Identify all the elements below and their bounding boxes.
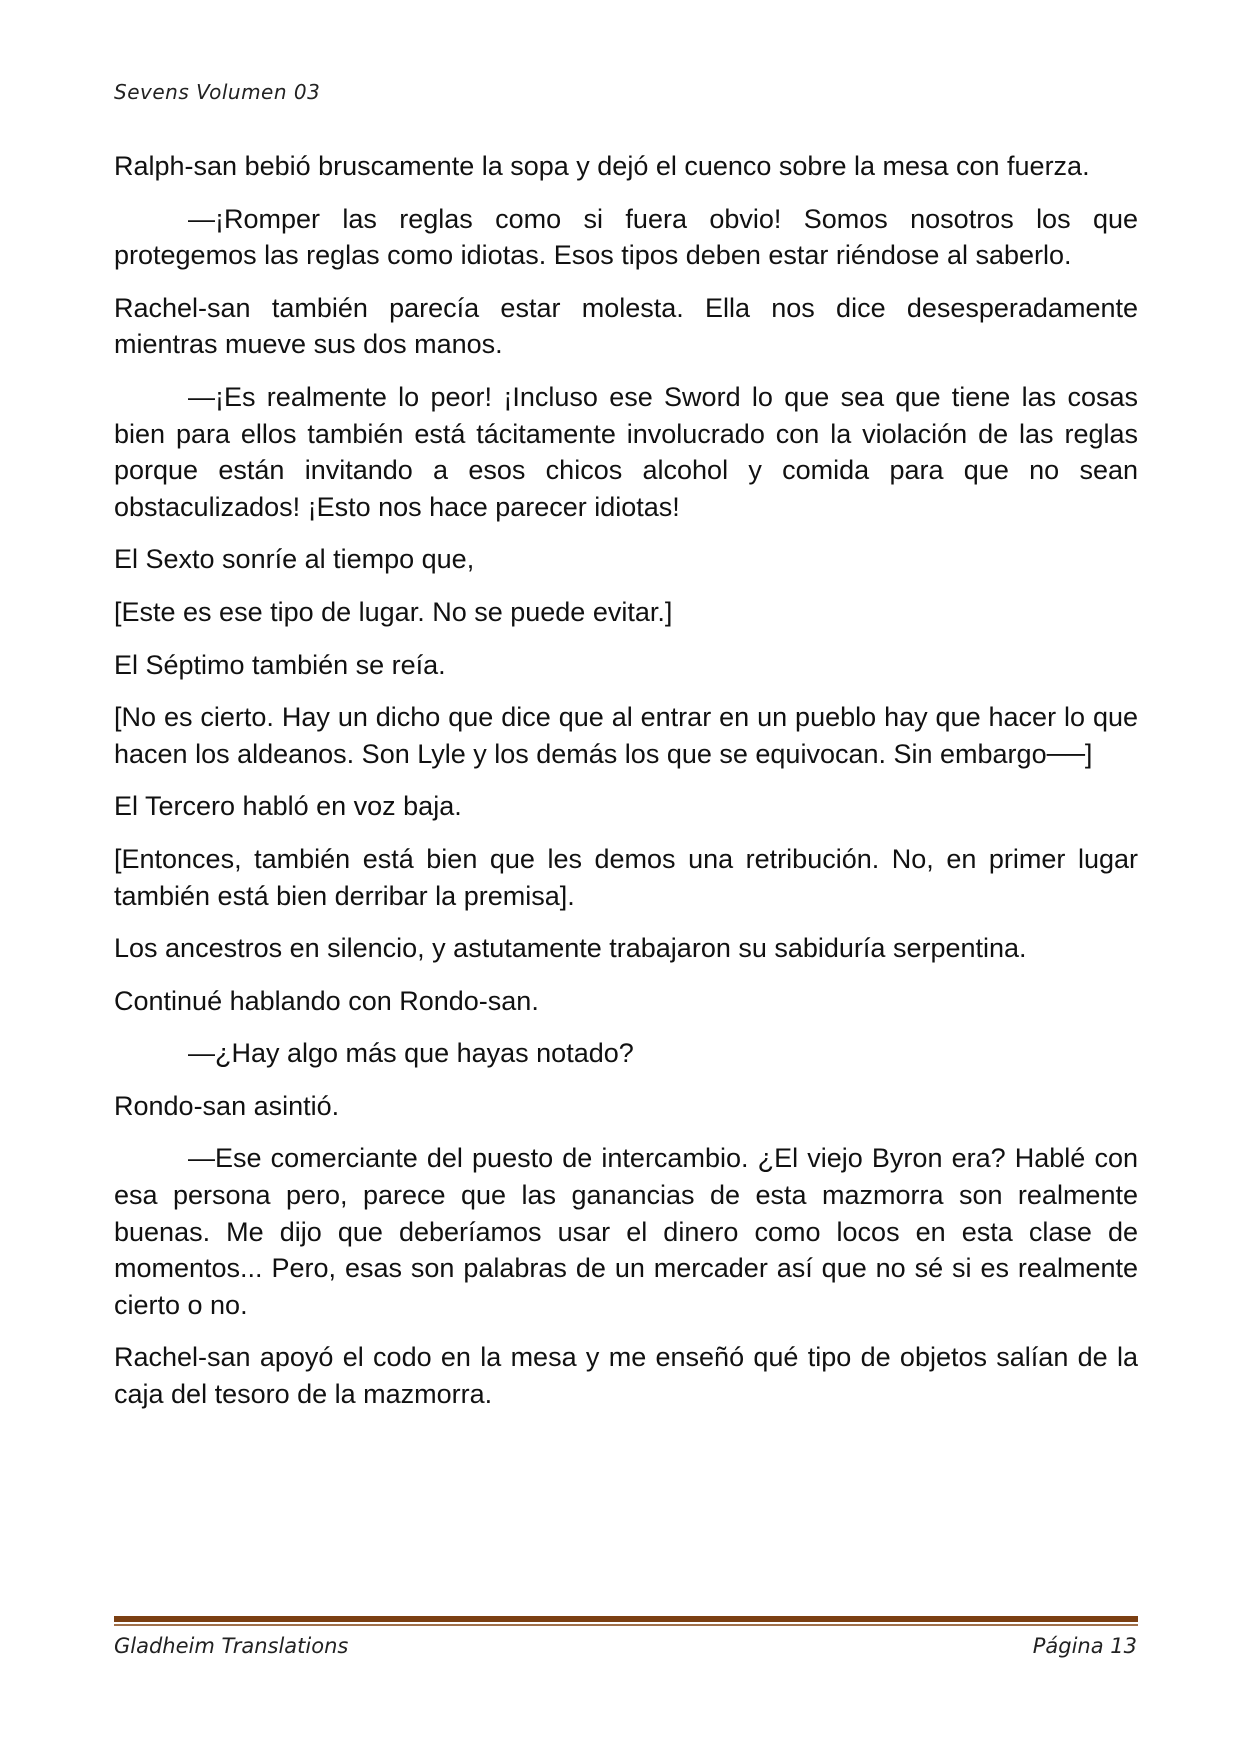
paragraph: El Tercero habló en voz baja.: [114, 791, 462, 822]
footer-rule: [114, 1616, 1138, 1622]
running-header: Sevens Volumen 03: [114, 80, 321, 104]
page-number: Página 13: [1032, 1634, 1137, 1658]
paragraph: Rachel-san también parecía estar molesta. Ella nos dice desesperadamente mientras mueve sus dos manos.: [114, 292, 1138, 360]
footer-rule-thin: [114, 1624, 1138, 1626]
paragraph: Ralph-san bebió bruscamente la sopa y dejó el cuenco sobre la mesa con fuerza.: [114, 151, 1090, 181]
paragraph: —Ese comerciante del puesto de intercambio. ¿El viejo Byron era? Hablé con esa persona pero, parece que las ganancias de esta mazmorra son realmente buenas. Me dijo que deberíamos usar el dinero como locos en esta clase de momentos... Pero, esas son palabras de un mercader así que no sé si es realmente cierto o no.: [114, 1143, 1138, 1320]
paragraph: Rachel-san apoyó el codo en la mesa y me enseñó qué tipo de objetos salían de la caja del tesoro de la mazmorra.: [114, 1342, 1138, 1410]
paragraph: —¿Hay algo más que hayas notado?: [188, 1038, 634, 1069]
paragraph: [Este es ese tipo de lugar. No se puede evitar.]: [114, 596, 673, 627]
paragraph: El Séptimo también se reía.: [114, 649, 446, 680]
paragraph: [Entonces, también está bien que les demos una retribución. No, en primer lugar también está bien derribar la premisa].: [114, 843, 1138, 911]
paragraph: —¡Es realmente lo peor! ¡Incluso ese Sword lo que sea que tiene las cosas bien para ellos también está tácitamente involucrado con la violación de las reglas porque están invitando a esos chicos alcohol y comida para que no sean obstaculizados! ¡Esto nos hace parecer idiotas!: [114, 381, 1138, 522]
paragraph: Rondo-san asintió.: [114, 1090, 340, 1121]
page-body: [114, 148, 1138, 1429]
paragraph: El Sexto sonríe al tiempo que,: [114, 544, 475, 575]
paragraph: Continué hablando con Rondo-san.: [114, 985, 539, 1016]
paragraph: Los ancestros en silencio, y astutamente trabajaron su sabiduría serpentina.: [114, 933, 1027, 964]
footer-publisher: Gladheim Translations: [114, 1634, 349, 1658]
paragraph: [No es cierto. Hay un dicho que dice que al entrar en un pueblo hay que hacer lo que hacen los aldeanos. Son Lyle y los demás los que se equivocan. Sin embargo──]: [114, 702, 1138, 769]
paragraph: —¡Romper las reglas como si fuera obvio! Somos nosotros los que protegemos las reglas como idiotas. Esos tipos deben estar riéndose al saberlo.: [114, 203, 1138, 271]
